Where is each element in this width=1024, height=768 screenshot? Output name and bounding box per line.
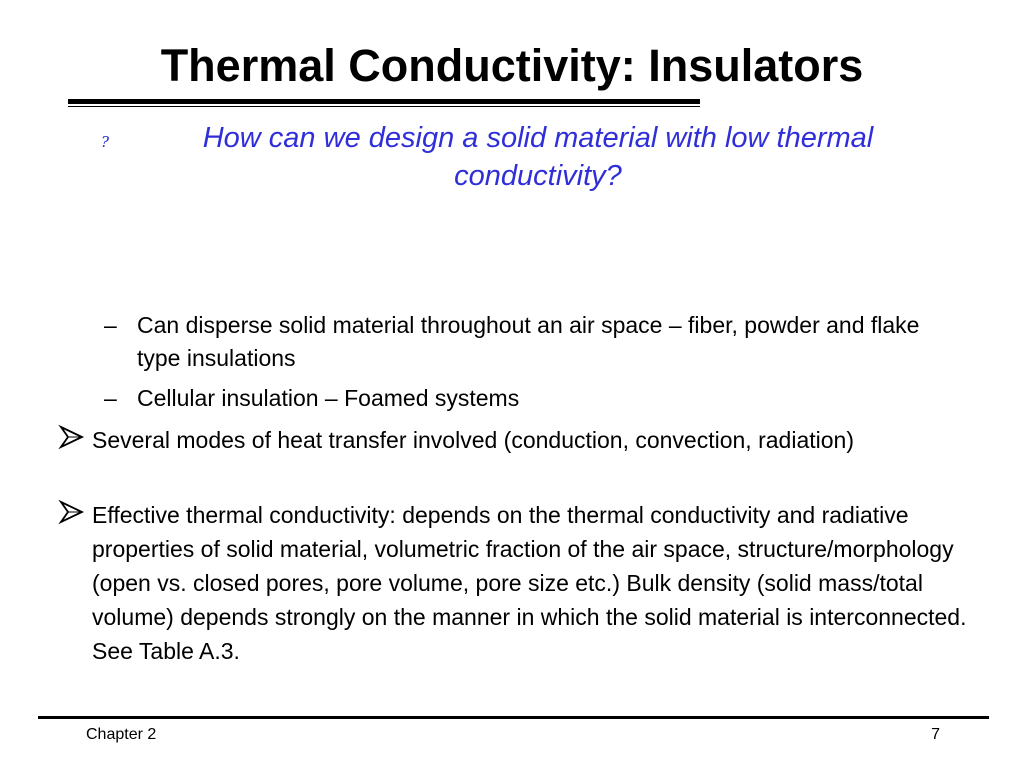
main-bullet-text: Several modes of heat transfer involved (conduction, convection, radiation)	[92, 427, 854, 453]
question-bullet-icon: ?	[101, 133, 110, 151]
title-underline-thick	[68, 99, 700, 104]
page-number: 7	[931, 726, 940, 743]
footer-chapter: Chapter 2	[86, 726, 157, 743]
dash-bullet-icon: –	[104, 385, 117, 411]
arrow-bullet-icon	[58, 423, 86, 451]
dash-bullet-icon: –	[104, 312, 117, 338]
arrow-bullet-icon	[58, 498, 86, 526]
slide-title: Thermal Conductivity: Insulators	[160, 40, 864, 91]
sub-bullet-text: Can disperse solid material throughout an air space – fiber, powder and flake type insulations	[137, 312, 920, 371]
title-underline-thin	[68, 106, 700, 107]
question-text: How can we design a solid material with low thermal conductivity?	[202, 122, 874, 192]
main-bullet-item	[58, 423, 988, 457]
sub-bullet-text: Cellular insulation – Foamed systems	[137, 385, 520, 411]
sub-bullet-item	[104, 309, 924, 375]
main-bullet-item	[58, 498, 988, 668]
main-bullet-text: Effective thermal conductivity: depends on the thermal conductivity and radiative properties of solid material, volumetric fraction of the air space, structure/morphology (open vs. closed pores, pore volume, pore size etc.) Bulk density (solid mass/total volume) depends strongly on the manner in which the solid material is interconnected. See Table A.3.	[92, 502, 967, 664]
footer-rule	[38, 716, 989, 719]
sub-bullet-item	[104, 382, 924, 415]
